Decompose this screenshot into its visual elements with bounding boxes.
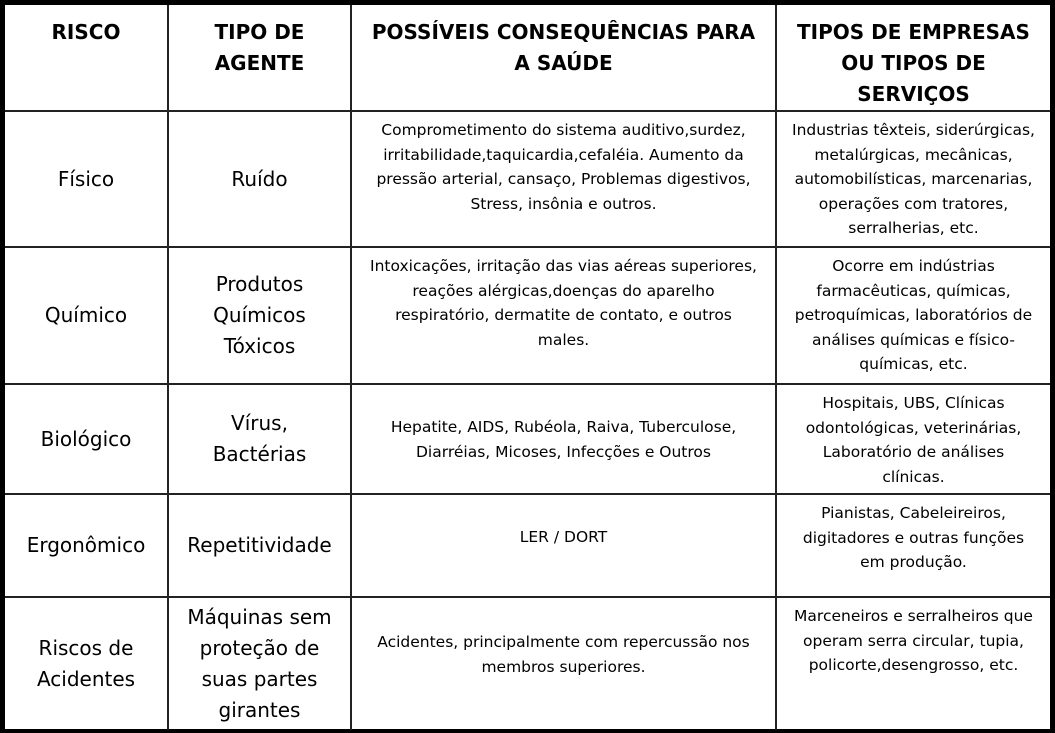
risk-cell: Químico <box>5 247 168 384</box>
header-businesses: TIPOS DE EMPRESAS OU TIPOS DE SERVIÇOS <box>776 5 1050 111</box>
header-consequences: POSSÍVEIS CONSEQUÊNCIAS PARA A SAÚDE <box>351 5 776 111</box>
business-cell: Hospitais, UBS, Clínicas odontológicas, veterinárias, Laboratório de análises clínicas. <box>776 384 1050 494</box>
consequence-cell: LER / DORT <box>351 494 776 597</box>
table-row <box>5 384 1050 494</box>
header-risk: RISCO <box>5 5 168 111</box>
agent-cell: Produtos Químicos Tóxicos <box>168 247 351 384</box>
business-cell: Marceneiros e serralheiros que operam serra circular, tupia, policorte,desengrosso, etc. <box>776 597 1050 730</box>
consequence-cell: Acidentes, principalmente com repercussão nos membros superiores. <box>351 597 776 730</box>
risk-cell: Ergonômico <box>5 494 168 597</box>
consequence-cell: Comprometimento do sistema auditivo,surdez, irritabilidade,taquicardia,cefaléia. Aumento da pressão arterial, cansaço, Problemas digestivos, Stress, insônia e outros. <box>351 111 776 247</box>
risk-cell: Riscos de Acidentes <box>5 597 168 730</box>
risk-cell: Físico <box>5 111 168 247</box>
consequence-cell: Hepatite, AIDS, Rubéola, Raiva, Tuberculose, Diarréias, Micoses, Infecções e Outros <box>351 384 776 494</box>
business-cell: Industrias têxteis, siderúrgicas, metalúrgicas, mecânicas, automobilísticas, marcenarias, operações com tratores, serralherias, etc. <box>776 111 1050 247</box>
table-header-row <box>5 5 1050 111</box>
table-row <box>5 597 1050 730</box>
risk-cell: Biológico <box>5 384 168 494</box>
header-agent: TIPO DE AGENTE <box>168 5 351 111</box>
document-sheet <box>5 5 1050 729</box>
agent-cell: Vírus, Bactérias <box>168 384 351 494</box>
table-row <box>5 111 1050 247</box>
business-cell: Pianistas, Cabeleireiros, digitadores e outras funções em produção. <box>776 494 1050 597</box>
agent-cell: Ruído <box>168 111 351 247</box>
business-cell: Ocorre em indústrias farmacêuticas, químicas, petroquímicas, laboratórios de análises químicas e físico-químicas, etc. <box>776 247 1050 384</box>
agent-cell: Máquinas sem proteção de suas partes girantes <box>168 597 351 730</box>
consequence-cell: Intoxicações, irritação das vias aéreas superiores, reações alérgicas,doenças do aparelho respiratório, dermatite de contato, e outros males. <box>351 247 776 384</box>
table-row <box>5 494 1050 597</box>
table-row <box>5 247 1050 384</box>
agent-cell: Repetitividade <box>168 494 351 597</box>
risk-table <box>5 5 1050 730</box>
